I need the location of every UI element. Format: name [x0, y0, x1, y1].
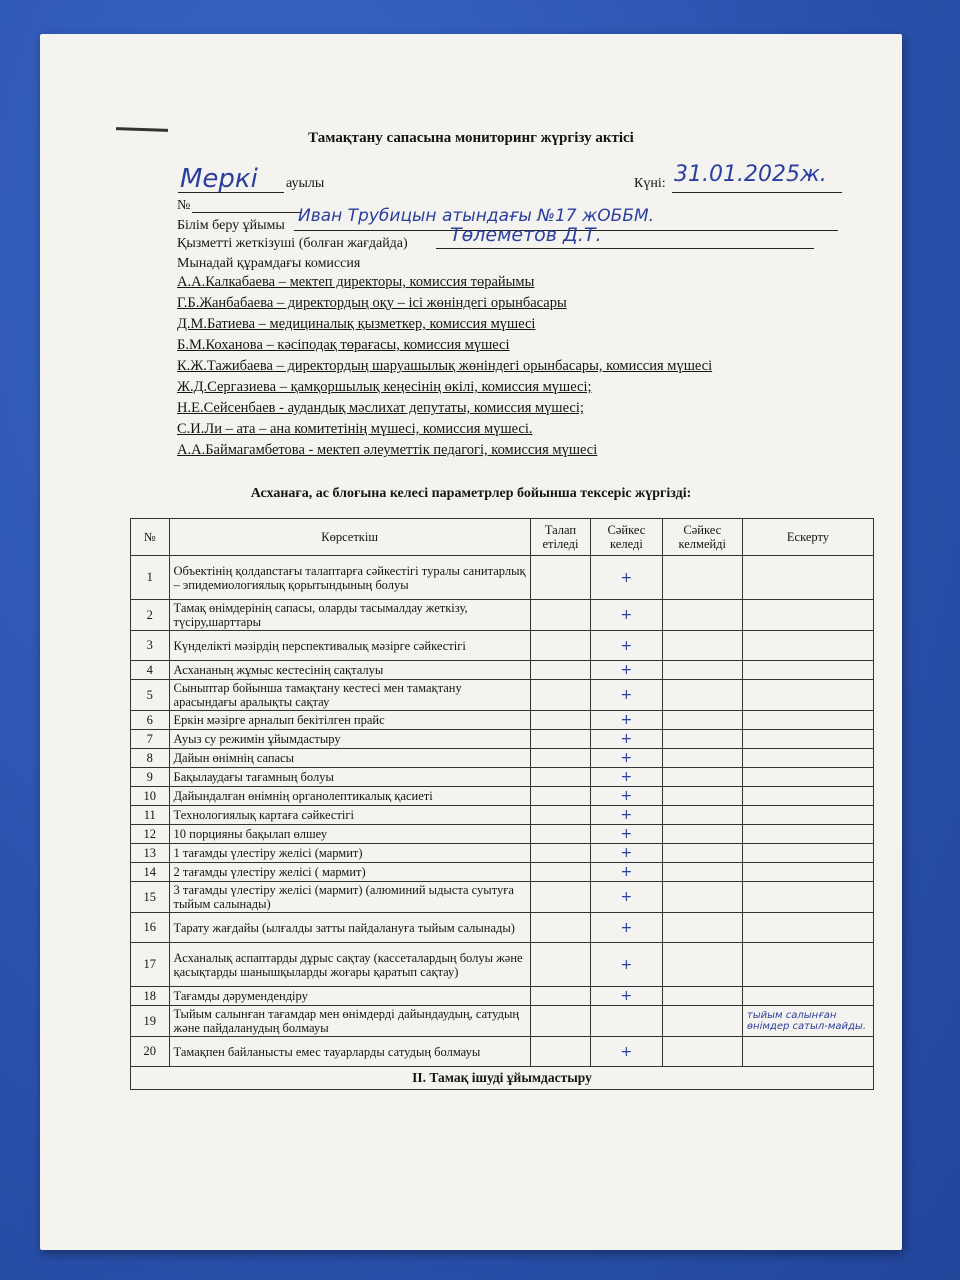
row-note — [742, 913, 873, 943]
row-compliant-mark: + — [591, 882, 662, 913]
row-indicator: 2 тағамды үлестіру желісі ( мармит) — [169, 863, 530, 882]
row-indicator: Дайындалған өнімнің органолептикалық қасиеті — [169, 787, 530, 806]
table-row — [131, 556, 874, 600]
row-indicator: Тыйым салынған тағамдар мен өнімдерді дайындаудың, сатудың және пайдаланудың болмауы — [169, 1006, 530, 1037]
table-row — [131, 863, 874, 882]
row-indicator: Сыныптар бойынша тамақтану кестесі мен тамақтану арасындағы аралықты сақтау — [169, 680, 530, 711]
row-indicator: Еркін мәзірге арналып бекітілген прайс — [169, 711, 530, 730]
row-compliant-mark: + — [591, 825, 662, 844]
row-required — [530, 730, 591, 749]
row-indicator: 1 тағамды үлестіру желісі (мармит) — [169, 844, 530, 863]
section-title: II. Тамақ ішуді ұйымдастыру — [131, 1067, 874, 1090]
table-row — [131, 730, 874, 749]
row-required — [530, 943, 591, 987]
row-required — [530, 768, 591, 787]
row-noncompliant — [662, 1037, 742, 1067]
member-7: Н.Е.Сейсенбаев - аудандық мәслихат депутаты, комиссия мүшесі; — [177, 400, 584, 416]
row-indicator: Бақылаудағы тағамның болуы — [169, 768, 530, 787]
header-indicator: Көрсеткіш — [169, 519, 530, 556]
row-note — [742, 711, 873, 730]
row-compliant-mark: + — [591, 600, 662, 631]
supplier-handwritten: Төлеметов Д.Т. — [450, 224, 602, 246]
row-compliant-mark: + — [591, 556, 662, 600]
row-note — [742, 806, 873, 825]
row-note — [742, 749, 873, 768]
row-noncompliant — [662, 711, 742, 730]
row-note — [742, 863, 873, 882]
row-required — [530, 825, 591, 844]
row-note — [742, 768, 873, 787]
table-row — [131, 749, 874, 768]
row-number: 2 — [131, 600, 170, 631]
row-number: 3 — [131, 631, 170, 661]
member-4: Б.М.Коханова – кәсіподақ төрағасы, комиссия мүшесі — [177, 337, 510, 353]
document-title: Тамақтану сапасына мониторинг жүргізу актісі — [308, 130, 634, 146]
table-header-row — [131, 519, 874, 556]
row-noncompliant — [662, 600, 742, 631]
row-compliant-mark: + — [591, 863, 662, 882]
row-required — [530, 661, 591, 680]
row-noncompliant — [662, 844, 742, 863]
row-required — [530, 680, 591, 711]
member-1: А.А.Калкабаева – мектеп директоры, комиссия төрайымы — [177, 274, 535, 290]
header-noncompliant: Сәйкес келмейді — [662, 519, 742, 556]
row-note — [742, 661, 873, 680]
row-note — [742, 730, 873, 749]
row-indicator: Дайын өнімнің сапасы — [169, 749, 530, 768]
row-required — [530, 749, 591, 768]
row-number: 9 — [131, 768, 170, 787]
row-number: 13 — [131, 844, 170, 863]
row-indicator: Технологиялық картаға сәйкестігі — [169, 806, 530, 825]
table-row — [131, 913, 874, 943]
row-required — [530, 600, 591, 631]
row-compliant-mark: + — [591, 768, 662, 787]
row-compliant-mark: + — [591, 1037, 662, 1067]
village-handwritten: Меркі — [180, 164, 258, 194]
document-sheet — [40, 34, 902, 1250]
commission-label: Мынадай құрамдағы комиссия — [177, 256, 361, 271]
row-note — [742, 882, 873, 913]
row-indicator: Тарату жағдайы (ылғалды затты пайдалануға тыйым салынады) — [169, 913, 530, 943]
row-number: 20 — [131, 1037, 170, 1067]
row-noncompliant — [662, 631, 742, 661]
number-underline — [192, 212, 302, 213]
table-row — [131, 882, 874, 913]
row-indicator: Күнделікті мәзірдің перспективалық мәзірге сәйкестігі — [169, 631, 530, 661]
row-compliant-mark: + — [591, 730, 662, 749]
row-indicator: Тағамды дәрумендендіру — [169, 987, 530, 1006]
member-3: Д.М.Батиева – медициналық қызметкер, комиссия мүшесі — [177, 316, 536, 332]
row-compliant-mark: + — [591, 806, 662, 825]
village-label: ауылы — [286, 176, 325, 191]
row-note — [742, 987, 873, 1006]
table-row — [131, 825, 874, 844]
row-noncompliant — [662, 749, 742, 768]
row-noncompliant — [662, 680, 742, 711]
row-compliant-mark: + — [591, 943, 662, 987]
row-note — [742, 600, 873, 631]
row-required — [530, 863, 591, 882]
table-row — [131, 711, 874, 730]
table-row — [131, 844, 874, 863]
table-row — [131, 680, 874, 711]
row-noncompliant — [662, 987, 742, 1006]
row-indicator: Асхананың жұмыс кестесінің сақталуы — [169, 661, 530, 680]
table-row — [131, 1006, 874, 1037]
row-note: тыйым салынған өнімдер сатыл-майды. — [742, 1006, 873, 1037]
row-compliant-mark: + — [591, 711, 662, 730]
table-row — [131, 787, 874, 806]
date-label: Күні: — [634, 176, 666, 191]
row-indicator: Асханалық аспаптарды дұрыс сақтау (кассеталардың болуы және қасықтарды шанышқыларды жоғары қаратып сақтау) — [169, 943, 530, 987]
section-row — [131, 1067, 874, 1090]
row-number: 14 — [131, 863, 170, 882]
row-number: 16 — [131, 913, 170, 943]
row-number: 18 — [131, 987, 170, 1006]
table-row — [131, 806, 874, 825]
row-number: 19 — [131, 1006, 170, 1037]
table-row — [131, 631, 874, 661]
school-label: Білім беру ұйымы — [177, 218, 285, 233]
date-handwritten: 31.01.2025ж. — [674, 162, 827, 187]
row-noncompliant — [662, 661, 742, 680]
row-required — [530, 787, 591, 806]
row-number: 1 — [131, 556, 170, 600]
table-row — [131, 768, 874, 787]
row-compliant-mark: + — [591, 631, 662, 661]
row-compliant-mark — [591, 1006, 662, 1037]
row-indicator: Ауыз су режимін ұйымдастыру — [169, 730, 530, 749]
row-compliant-mark: + — [591, 749, 662, 768]
header-number: № — [131, 519, 170, 556]
row-noncompliant — [662, 787, 742, 806]
header-note: Ескерту — [742, 519, 873, 556]
row-number: 11 — [131, 806, 170, 825]
row-required — [530, 556, 591, 600]
row-note — [742, 631, 873, 661]
row-required — [530, 711, 591, 730]
row-noncompliant — [662, 730, 742, 749]
row-note — [742, 943, 873, 987]
row-number: 6 — [131, 711, 170, 730]
supplier-label: Қызметті жеткізуші (болған жағдайда) — [177, 236, 408, 251]
table-row — [131, 661, 874, 680]
number-label: № — [177, 198, 191, 213]
row-note — [742, 1037, 873, 1067]
row-note — [742, 556, 873, 600]
member-2: Г.Б.Жанбабаева – директордың оқу – ісі жөніндегі орынбасары — [177, 295, 567, 311]
row-compliant-mark: + — [591, 661, 662, 680]
table-row — [131, 987, 874, 1006]
header-compliant: Сәйкес келеді — [591, 519, 662, 556]
table-row — [131, 943, 874, 987]
member-9: А.А.Баймагамбетова - мектеп әлеуметтік педагогі, комиссия мүшесі — [177, 442, 598, 458]
row-indicator: 10 порцияны бақылап өлшеу — [169, 825, 530, 844]
row-number: 5 — [131, 680, 170, 711]
row-required — [530, 844, 591, 863]
table-row — [131, 600, 874, 631]
row-number: 12 — [131, 825, 170, 844]
member-5: К.Ж.Тажибаева – директордың шаруашылық жөніндегі орынбасары, комиссия мүшесі — [177, 358, 713, 374]
row-noncompliant — [662, 556, 742, 600]
member-6: Ж.Д.Сергазиева – қамқоршылық кеңесінің өкілі, комиссия мүшесі; — [177, 379, 592, 395]
row-indicator: 3 тағамды үлестіру желісі (мармит) (алюминий ыдыста суытуға тыйым салынады) — [169, 882, 530, 913]
row-compliant-mark: + — [591, 913, 662, 943]
row-noncompliant — [662, 1006, 742, 1037]
row-note — [742, 844, 873, 863]
row-indicator: Тамақ өнімдерінің сапасы, оларды тасымалдау жеткізу, түсіру,шарттары — [169, 600, 530, 631]
row-indicator: Тамақпен байланысты емес тауарларды сатудың болмауы — [169, 1037, 530, 1067]
row-noncompliant — [662, 768, 742, 787]
row-noncompliant — [662, 825, 742, 844]
row-note — [742, 680, 873, 711]
check-title: Асханаға, ас блоғына келесі параметрлер бойынша тексеріс жүргізді: — [250, 486, 692, 501]
header-required: Талап етіледі — [530, 519, 591, 556]
row-required — [530, 631, 591, 661]
row-noncompliant — [662, 806, 742, 825]
row-number: 7 — [131, 730, 170, 749]
row-note — [742, 825, 873, 844]
row-required — [530, 806, 591, 825]
row-required — [530, 913, 591, 943]
row-required — [530, 1006, 591, 1037]
checklist-table — [130, 518, 874, 1090]
row-number: 10 — [131, 787, 170, 806]
row-required — [530, 882, 591, 913]
row-number: 8 — [131, 749, 170, 768]
village-line — [180, 160, 258, 194]
row-noncompliant — [662, 882, 742, 913]
row-noncompliant — [662, 943, 742, 987]
row-number: 4 — [131, 661, 170, 680]
row-noncompliant — [662, 863, 742, 882]
row-number: 15 — [131, 882, 170, 913]
member-8: С.И.Ли – ата – ана комитетінің мүшесі, комиссия мүшесі. — [177, 421, 533, 437]
date-underline — [672, 192, 842, 193]
row-required — [530, 987, 591, 1006]
row-compliant-mark: + — [591, 787, 662, 806]
row-compliant-mark: + — [591, 844, 662, 863]
village-underline — [178, 192, 284, 193]
school-handwritten: Иван Трубицын атындағы №17 жОББМ. — [298, 206, 655, 226]
row-noncompliant — [662, 913, 742, 943]
row-compliant-mark: + — [591, 987, 662, 1006]
supplier-underline — [436, 248, 814, 249]
row-indicator: Объектінің қолдanстағы талаптарға сәйкестігі туралы санитарлық – эпидемиологиялық қорытындының болуы — [169, 556, 530, 600]
table-row — [131, 1037, 874, 1067]
row-number: 17 — [131, 943, 170, 987]
row-compliant-mark: + — [591, 680, 662, 711]
row-required — [530, 1037, 591, 1067]
row-note — [742, 787, 873, 806]
